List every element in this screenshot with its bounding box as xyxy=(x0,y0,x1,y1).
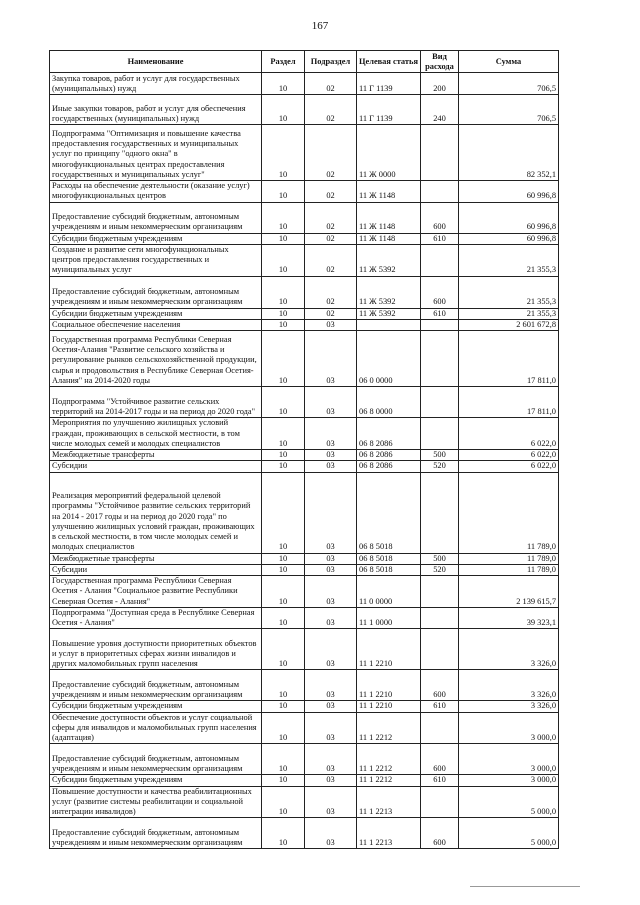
row-type: 240 xyxy=(421,95,459,125)
table-body xyxy=(50,73,559,849)
row-sum: 3 326,0 xyxy=(459,629,559,670)
row-subsection: 03 xyxy=(305,472,357,553)
row-name: Субсидии xyxy=(50,564,262,575)
table-row xyxy=(50,244,559,276)
row-subsection: 03 xyxy=(305,712,357,744)
row-type xyxy=(421,244,459,276)
row-target: 11 Ж 5392 xyxy=(357,244,421,276)
row-target: 11 1 2210 xyxy=(357,670,421,701)
row-sum: 3 000,0 xyxy=(459,775,559,786)
row-target: 06 8 5018 xyxy=(357,564,421,575)
row-name: Иные закупки товаров, работ и услуг для обеспечения государственных (муниципальных) нужд xyxy=(50,95,262,125)
row-target: 11 Г 1139 xyxy=(357,73,421,95)
row-name: Субсидии бюджетным учреждениям xyxy=(50,701,262,712)
row-name: Межбюджетные трансферты xyxy=(50,553,262,564)
row-subsection: 03 xyxy=(305,564,357,575)
row-section: 10 xyxy=(262,786,305,818)
row-subsection: 03 xyxy=(305,744,357,775)
budget-table xyxy=(49,50,559,849)
row-name: Государственная программа Республики Северная Осетия - Алания "Социальное развитие Республики Северная Осетия - Алания" xyxy=(50,576,262,608)
column-header-subsection: Подраздел xyxy=(305,51,357,73)
row-section: 10 xyxy=(262,387,305,418)
table-row xyxy=(50,95,559,125)
row-type xyxy=(421,418,459,450)
table-row xyxy=(50,319,559,330)
row-type: 600 xyxy=(421,818,459,849)
table-header-row xyxy=(50,51,559,73)
row-target: 06 8 2086 xyxy=(357,418,421,450)
row-sum: 17 811,0 xyxy=(459,331,559,387)
row-name: Субсидии бюджетным учреждениям xyxy=(50,308,262,319)
row-sum: 3 326,0 xyxy=(459,670,559,701)
table-row xyxy=(50,331,559,387)
row-section: 10 xyxy=(262,670,305,701)
column-header-name: Наименование xyxy=(50,51,262,73)
row-type: 610 xyxy=(421,308,459,319)
row-type: 200 xyxy=(421,73,459,95)
row-sum: 82 352,1 xyxy=(459,125,559,181)
row-section: 10 xyxy=(262,775,305,786)
row-type: 520 xyxy=(421,564,459,575)
row-subsection: 03 xyxy=(305,629,357,670)
row-name: Расходы на обеспечение деятельности (оказание услуг) многофункциональных центров xyxy=(50,181,262,203)
row-subsection: 02 xyxy=(305,233,357,244)
row-type xyxy=(421,331,459,387)
column-header-target: Целевая статья xyxy=(357,51,421,73)
row-section: 10 xyxy=(262,472,305,553)
row-subsection: 03 xyxy=(305,553,357,564)
row-name: Субсидии бюджетным учреждениям xyxy=(50,233,262,244)
row-sum: 3 000,0 xyxy=(459,744,559,775)
row-name: Подпрограмма "Устойчивое развитие сельских территорий на 2014-2017 годы и на период до 2020 года" xyxy=(50,387,262,418)
row-type xyxy=(421,607,459,629)
row-section: 10 xyxy=(262,319,305,330)
row-target: 11 Ж 5392 xyxy=(357,276,421,308)
table-row xyxy=(50,576,559,608)
row-target: 11 1 2210 xyxy=(357,701,421,712)
row-sum: 2 139 615,7 xyxy=(459,576,559,608)
row-subsection: 02 xyxy=(305,308,357,319)
row-section: 10 xyxy=(262,607,305,629)
row-target: 11 1 2212 xyxy=(357,775,421,786)
row-name: Субсидии бюджетным учреждениям xyxy=(50,775,262,786)
row-sum: 60 996,8 xyxy=(459,202,559,233)
row-name: Подпрограмма "Доступная среда в Республике Северная Осетия - Алания" xyxy=(50,607,262,629)
row-sum: 11 789,0 xyxy=(459,553,559,564)
row-subsection: 03 xyxy=(305,607,357,629)
row-section: 10 xyxy=(262,244,305,276)
row-sum: 3 000,0 xyxy=(459,712,559,744)
row-name: Реализация мероприятий федеральной целевой программы "Устойчивое развитие сельских территорий на 2014 - 2017 годы и на период до 2020 года" по улучшению жилищных условий граждан, проживающих в сельской местности, в том числе молодых семей и молодых специалистов xyxy=(50,472,262,553)
row-subsection: 03 xyxy=(305,786,357,818)
row-section: 10 xyxy=(262,744,305,775)
column-header-sum: Сумма xyxy=(459,51,559,73)
row-target: 11 Ж 1148 xyxy=(357,233,421,244)
row-sum: 6 022,0 xyxy=(459,418,559,450)
row-type: 600 xyxy=(421,202,459,233)
row-target: 11 Ж 0000 xyxy=(357,125,421,181)
row-subsection: 02 xyxy=(305,181,357,203)
row-type xyxy=(421,387,459,418)
row-target: 11 1 2212 xyxy=(357,712,421,744)
row-target: 11 1 2213 xyxy=(357,818,421,849)
row-sum: 706,5 xyxy=(459,95,559,125)
row-name: Предоставление субсидий бюджетным, автономным учреждениям и иным некоммерческим организациям xyxy=(50,202,262,233)
row-section: 10 xyxy=(262,461,305,472)
table-row xyxy=(50,418,559,450)
row-section: 10 xyxy=(262,331,305,387)
row-target: 11 Ж 5392 xyxy=(357,308,421,319)
row-subsection: 03 xyxy=(305,450,357,461)
table-row xyxy=(50,775,559,786)
row-section: 10 xyxy=(262,202,305,233)
row-type: 600 xyxy=(421,744,459,775)
row-section: 10 xyxy=(262,450,305,461)
row-subsection: 03 xyxy=(305,670,357,701)
row-name: Повышение уровня доступности приоритетных объектов и услуг в приоритетных сферах жизни инвалидов и других маломобильных групп населения xyxy=(50,629,262,670)
footer-rule xyxy=(470,886,580,887)
row-target: 11 Ж 1148 xyxy=(357,181,421,203)
row-sum: 39 323,1 xyxy=(459,607,559,629)
row-sum: 21 355,3 xyxy=(459,308,559,319)
row-type: 610 xyxy=(421,233,459,244)
row-target: 11 Г 1139 xyxy=(357,95,421,125)
row-type xyxy=(421,181,459,203)
row-name: Государственная программа Республики Северная Осетия-Алания "Развитие сельского хозяйства и регулирование рынков сельскохозяйственной продукции, сырья и продовольствия в Республике Северная Осетия-Алания" на 2014-2020 годы xyxy=(50,331,262,387)
row-type: 610 xyxy=(421,775,459,786)
row-target: 11 1 0000 xyxy=(357,607,421,629)
row-sum: 21 355,3 xyxy=(459,276,559,308)
row-sum: 706,5 xyxy=(459,73,559,95)
row-type xyxy=(421,472,459,553)
row-section: 10 xyxy=(262,576,305,608)
table-row xyxy=(50,744,559,775)
row-name: Обеспечение доступности объектов и услуг социальной сферы для инвалидов и маломобильных групп населения (адаптация) xyxy=(50,712,262,744)
row-section: 10 xyxy=(262,553,305,564)
row-target: 06 8 0000 xyxy=(357,387,421,418)
row-subsection: 02 xyxy=(305,202,357,233)
row-section: 10 xyxy=(262,276,305,308)
row-section: 10 xyxy=(262,308,305,319)
row-type: 600 xyxy=(421,670,459,701)
table-row xyxy=(50,670,559,701)
table-row xyxy=(50,786,559,818)
row-subsection: 03 xyxy=(305,818,357,849)
row-section: 10 xyxy=(262,73,305,95)
row-type xyxy=(421,576,459,608)
row-name: Предоставление субсидий бюджетным, автономным учреждениям и иным некоммерческим организациям xyxy=(50,818,262,849)
row-sum: 5 000,0 xyxy=(459,786,559,818)
row-section: 10 xyxy=(262,95,305,125)
row-target: 11 0 0000 xyxy=(357,576,421,608)
page-number: 167 xyxy=(311,20,329,32)
row-name: Субсидии xyxy=(50,461,262,472)
table-row xyxy=(50,125,559,181)
table-row xyxy=(50,233,559,244)
table-row xyxy=(50,701,559,712)
row-sum: 2 601 672,8 xyxy=(459,319,559,330)
row-subsection: 03 xyxy=(305,576,357,608)
row-target: 06 8 2086 xyxy=(357,461,421,472)
row-sum: 3 326,0 xyxy=(459,701,559,712)
row-target: 06 8 5018 xyxy=(357,472,421,553)
row-sum: 6 022,0 xyxy=(459,450,559,461)
table-row xyxy=(50,450,559,461)
row-subsection: 03 xyxy=(305,418,357,450)
row-type: 500 xyxy=(421,450,459,461)
column-header-section: Раздел xyxy=(262,51,305,73)
table-row xyxy=(50,73,559,95)
row-subsection: 02 xyxy=(305,276,357,308)
row-name: Создание и развитие сети многофункциональных центров предоставления государственных и муниципальных услуг xyxy=(50,244,262,276)
row-type: 610 xyxy=(421,701,459,712)
table-row xyxy=(50,308,559,319)
row-section: 10 xyxy=(262,818,305,849)
row-sum: 11 789,0 xyxy=(459,472,559,553)
table-row xyxy=(50,564,559,575)
table-row xyxy=(50,607,559,629)
row-target: 06 0 0000 xyxy=(357,331,421,387)
row-subsection: 02 xyxy=(305,244,357,276)
row-type: 500 xyxy=(421,553,459,564)
table-row xyxy=(50,461,559,472)
row-section: 10 xyxy=(262,233,305,244)
row-subsection: 02 xyxy=(305,95,357,125)
row-section: 10 xyxy=(262,564,305,575)
row-type xyxy=(421,629,459,670)
row-sum: 11 789,0 xyxy=(459,564,559,575)
table-row xyxy=(50,553,559,564)
row-name: Подпрограмма "Оптимизация и повышение качества предоставления государственных и муниципальных услуг по принципу "одного окна" в многофункциональных центрах предоставления государственных и муниципальных услуг" xyxy=(50,125,262,181)
table-row xyxy=(50,629,559,670)
row-name: Социальное обеспечение населения xyxy=(50,319,262,330)
row-sum: 60 996,8 xyxy=(459,181,559,203)
row-subsection: 02 xyxy=(305,73,357,95)
table-row xyxy=(50,712,559,744)
row-section: 10 xyxy=(262,125,305,181)
row-target: 11 1 2212 xyxy=(357,744,421,775)
row-name: Закупка товаров, работ и услуг для государственных (муниципальных) нужд xyxy=(50,73,262,95)
row-name: Мероприятия по улучшению жилищных условий граждан, проживающих в сельской местности, в том числе молодых семей и молодых специалистов xyxy=(50,418,262,450)
row-type: 520 xyxy=(421,461,459,472)
row-name: Предоставление субсидий бюджетным, автономным учреждениям и иным некоммерческим организациям xyxy=(50,276,262,308)
row-sum: 21 355,3 xyxy=(459,244,559,276)
row-sum: 5 000,0 xyxy=(459,818,559,849)
table-row xyxy=(50,202,559,233)
row-section: 10 xyxy=(262,712,305,744)
row-type xyxy=(421,712,459,744)
row-section: 10 xyxy=(262,701,305,712)
row-subsection: 03 xyxy=(305,319,357,330)
row-subsection: 02 xyxy=(305,125,357,181)
row-subsection: 03 xyxy=(305,331,357,387)
row-subsection: 03 xyxy=(305,387,357,418)
row-target xyxy=(357,319,421,330)
row-name: Межбюджетные трансферты xyxy=(50,450,262,461)
row-name: Повышение доступности и качества реабилитационных услуг (развитие системы реабилитации и социальной интеграции инвалидов) xyxy=(50,786,262,818)
table-row xyxy=(50,276,559,308)
row-subsection: 03 xyxy=(305,775,357,786)
column-header-type: Вид расхода xyxy=(421,51,459,73)
row-section: 10 xyxy=(262,418,305,450)
row-sum: 60 996,8 xyxy=(459,233,559,244)
table-row xyxy=(50,181,559,203)
row-name: Предоставление субсидий бюджетным, автономным учреждениям и иным некоммерческим организациям xyxy=(50,744,262,775)
row-type: 600 xyxy=(421,276,459,308)
row-sum: 6 022,0 xyxy=(459,461,559,472)
row-type xyxy=(421,319,459,330)
table-row xyxy=(50,818,559,849)
row-target: 06 8 2086 xyxy=(357,450,421,461)
table-row xyxy=(50,387,559,418)
row-target: 06 8 5018 xyxy=(357,553,421,564)
row-type xyxy=(421,786,459,818)
table-row xyxy=(50,472,559,553)
row-target: 11 Ж 1148 xyxy=(357,202,421,233)
row-target: 11 1 2210 xyxy=(357,629,421,670)
row-type xyxy=(421,125,459,181)
row-sum: 17 811,0 xyxy=(459,387,559,418)
row-section: 10 xyxy=(262,181,305,203)
row-subsection: 03 xyxy=(305,701,357,712)
row-section: 10 xyxy=(262,629,305,670)
row-subsection: 03 xyxy=(305,461,357,472)
row-target: 11 1 2213 xyxy=(357,786,421,818)
row-name: Предоставление субсидий бюджетным, автономным учреждениям и иным некоммерческим организациям xyxy=(50,670,262,701)
